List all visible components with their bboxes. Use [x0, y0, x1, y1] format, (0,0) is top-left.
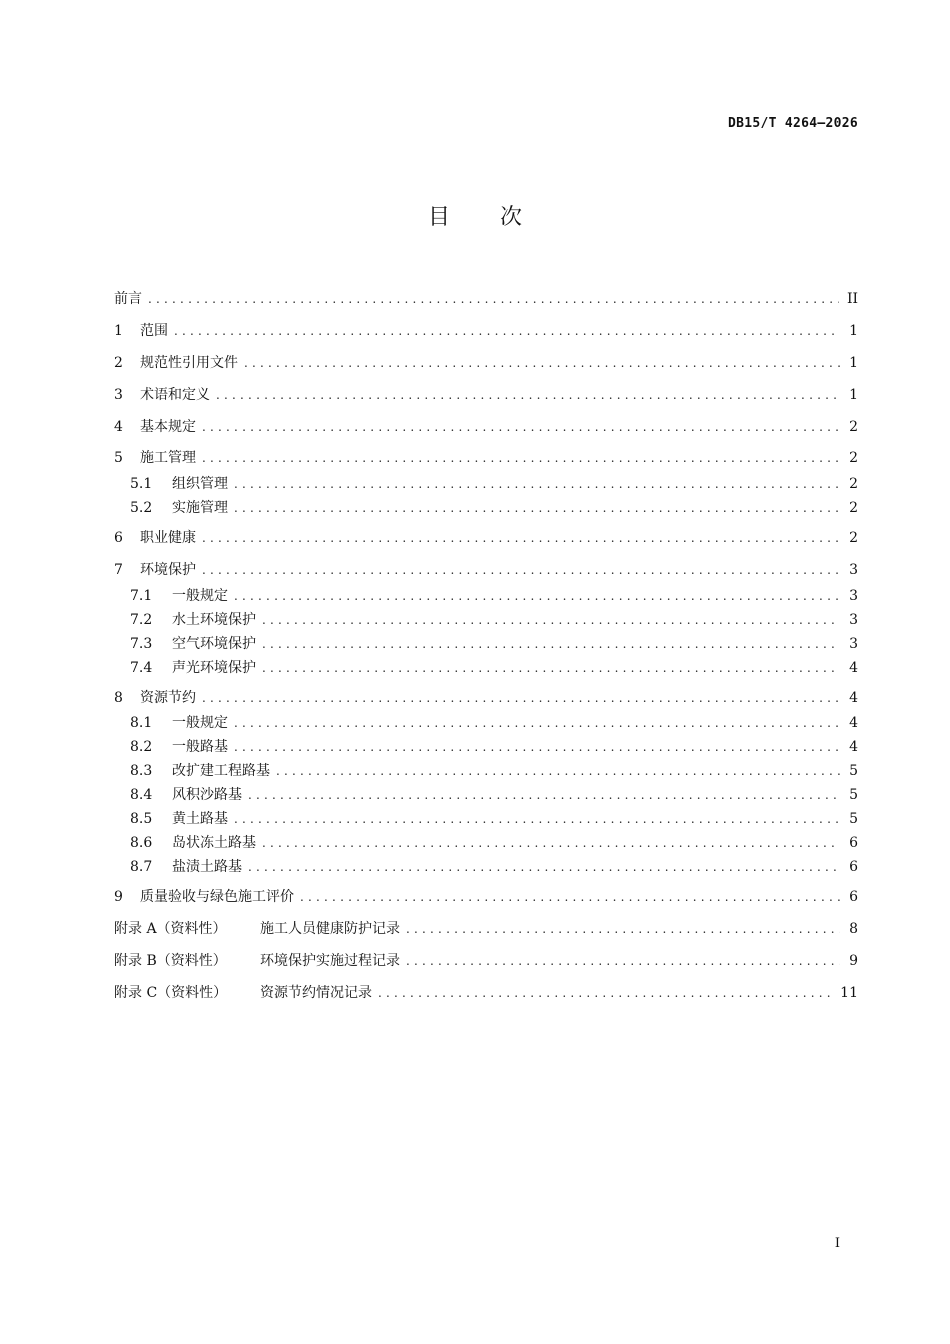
- toc-subentry[interactable]: [114, 761, 858, 781]
- toc-leader: [244, 353, 840, 373]
- toc-leader: [234, 809, 840, 829]
- toc-entry-label: 盐渍土路基: [172, 859, 242, 875]
- toc-appendix-label: 附录 C（资料性）: [114, 985, 228, 1001]
- toc-entry[interactable]: [114, 528, 858, 548]
- toc-entry-label: 施工人员健康防护记录: [260, 921, 400, 937]
- toc-entry-label: 风积沙路基: [172, 787, 242, 803]
- toc-entry-label: 一般路基: [172, 739, 228, 755]
- toc-subentry[interactable]: [114, 737, 858, 757]
- toc-entry-page: 11: [840, 985, 858, 1001]
- toc-leader: [300, 887, 840, 907]
- toc-entry-page: 4: [849, 715, 858, 731]
- toc-entry[interactable]: [114, 448, 858, 468]
- toc-entry-label: 实施管理: [172, 500, 228, 516]
- toc-leader: [202, 688, 840, 708]
- toc-subentry[interactable]: [114, 610, 858, 630]
- toc-leader: [234, 586, 840, 606]
- toc-entry-page: 1: [849, 387, 858, 403]
- toc-entry-number: 7: [114, 562, 123, 578]
- toc-entry-number: 8.4: [130, 787, 153, 803]
- toc-entry-page: 2: [849, 476, 858, 492]
- toc-appendix-c[interactable]: [114, 983, 858, 1003]
- toc-leader: [378, 983, 832, 1003]
- toc-entry-page: 4: [849, 660, 858, 676]
- toc-appendix-a[interactable]: [114, 919, 858, 939]
- toc-entry-number: 2: [114, 355, 123, 371]
- toc-entry-number: 6: [114, 530, 123, 546]
- toc-appendix-label: 附录 A（资料性）: [114, 921, 227, 937]
- toc-entry-number: 8.3: [130, 763, 153, 779]
- toc-entry-number: 7.3: [130, 636, 153, 652]
- toc-entry-page: 6: [849, 889, 858, 905]
- toc-subentry[interactable]: [114, 586, 858, 606]
- toc-entry-number: 5: [114, 450, 123, 466]
- toc-entry-page: 4: [849, 739, 858, 755]
- toc-entry-label: 岛状冻土路基: [172, 835, 256, 851]
- toc-leader: [148, 289, 839, 309]
- toc-entry[interactable]: [114, 688, 858, 708]
- toc-entry-label: 黄土路基: [172, 811, 228, 827]
- toc-entry-page: 3: [849, 588, 858, 604]
- toc-entry-number: 8.5: [130, 811, 153, 827]
- toc-leader: [262, 634, 840, 654]
- toc-entry-page: 1: [849, 323, 858, 339]
- toc-entry-label: 水土环境保护: [172, 612, 256, 628]
- toc-entry-number: 7.2: [130, 612, 153, 628]
- toc-entry-label: 前言: [114, 291, 142, 307]
- toc-entry-page: 9: [849, 953, 858, 969]
- toc-entry-label: 基本规定: [140, 419, 196, 435]
- toc-entry-number: 8.1: [130, 715, 153, 731]
- toc-subentry[interactable]: [114, 713, 858, 733]
- toc-subentry[interactable]: [114, 857, 858, 877]
- toc-entry-number: 5.1: [130, 476, 153, 492]
- toc-entry-page: 2: [849, 450, 858, 466]
- toc-leader: [262, 610, 840, 630]
- toc-entry-label: 环境保护: [140, 562, 196, 578]
- toc-entry-label: 环境保护实施过程记录: [260, 953, 400, 969]
- toc-entry-page: 6: [849, 835, 858, 851]
- toc-leader: [202, 560, 840, 580]
- title-char-2: 次: [500, 205, 523, 230]
- toc-leader: [262, 658, 840, 678]
- toc-entry-page: 5: [849, 787, 858, 803]
- toc-entry-page: 5: [849, 763, 858, 779]
- toc-entry-number: 9: [114, 889, 123, 905]
- toc-entry-label: 声光环境保护: [172, 660, 256, 676]
- toc-entry-label: 空气环境保护: [172, 636, 256, 652]
- toc-leader: [202, 528, 840, 548]
- toc-entry-number: 8: [114, 690, 123, 706]
- toc-appendix-label: 附录 B（资料性）: [114, 953, 227, 969]
- toc-entry-number: 8.6: [130, 835, 153, 851]
- toc-leader: [234, 474, 840, 494]
- footer-page-number: I: [834, 1236, 840, 1251]
- toc-entry-page: 5: [849, 811, 858, 827]
- toc-entry-label: 职业健康: [140, 530, 196, 546]
- toc-entry-page: 2: [849, 419, 858, 435]
- toc-subentry[interactable]: [114, 634, 858, 654]
- toc-leader: [202, 417, 840, 437]
- toc-entry-label: 资源节约: [140, 690, 196, 706]
- toc-leader: [406, 919, 840, 939]
- toc-entry-number: 1: [114, 323, 123, 339]
- toc-entry-page: 8: [849, 921, 858, 937]
- toc-subentry[interactable]: [114, 833, 858, 853]
- toc-entry-label: 组织管理: [172, 476, 228, 492]
- toc-entry-label: 范围: [140, 323, 168, 339]
- toc-entry-number: 7.4: [130, 660, 153, 676]
- toc-subentry[interactable]: [114, 474, 858, 494]
- toc-entry-number: 3: [114, 387, 123, 403]
- toc-entry-page: 4: [849, 690, 858, 706]
- toc-leader: [234, 498, 840, 518]
- toc-entry-label: 改扩建工程路基: [172, 763, 270, 779]
- toc-entry-number: 4: [114, 419, 123, 435]
- toc-appendix-b[interactable]: [114, 951, 858, 971]
- toc-entry-page: 3: [849, 612, 858, 628]
- toc-entry[interactable]: [114, 560, 858, 580]
- title-char-1: 目: [427, 205, 450, 230]
- toc-leader: [406, 951, 840, 971]
- toc-entry-label: 术语和定义: [140, 387, 210, 403]
- toc-leader: [234, 737, 840, 757]
- toc-entry[interactable]: [114, 385, 858, 405]
- toc-entry-page: II: [846, 291, 858, 307]
- toc-leader: [174, 321, 840, 341]
- toc-entry-number: 8.2: [130, 739, 153, 755]
- toc-entry[interactable]: [114, 417, 858, 437]
- toc-leader: [276, 761, 840, 781]
- toc-entry-number: 8.7: [130, 859, 153, 875]
- toc-subentry[interactable]: [114, 809, 858, 829]
- toc-subentry[interactable]: [114, 498, 858, 518]
- toc-entry[interactable]: [114, 321, 858, 341]
- toc-entry[interactable]: [114, 887, 858, 907]
- document-code: DB15/T 4264—2026: [727, 116, 858, 131]
- page-title: [0, 200, 950, 231]
- toc-leader: [234, 713, 840, 733]
- toc-leader: [202, 448, 840, 468]
- toc-leader: [262, 833, 840, 853]
- toc-entry-label: 一般规定: [172, 715, 228, 731]
- toc-leader: [248, 857, 840, 877]
- toc-entry-page: 3: [849, 636, 858, 652]
- toc-entry-label: 施工管理: [140, 450, 196, 466]
- toc-entry-page: 6: [849, 859, 858, 875]
- toc-entry-label: 资源节约情况记录: [260, 985, 372, 1001]
- toc-subentry[interactable]: [114, 658, 858, 678]
- toc-entry[interactable]: [114, 353, 858, 373]
- toc-entry-page: 2: [849, 500, 858, 516]
- toc-entry-page: 2: [849, 530, 858, 546]
- toc-entry-label: 一般规定: [172, 588, 228, 604]
- toc-entry-foreword[interactable]: [114, 289, 858, 309]
- toc-leader: [216, 385, 840, 405]
- toc-subentry[interactable]: [114, 785, 858, 805]
- toc-entry-page: 3: [849, 562, 858, 578]
- toc-entry-number: 7.1: [130, 588, 153, 604]
- toc-entry-label: 规范性引用文件: [140, 355, 238, 371]
- toc-entry-number: 5.2: [130, 500, 153, 516]
- toc-leader: [248, 785, 840, 805]
- toc-entry-label: 质量验收与绿色施工评价: [140, 889, 294, 905]
- toc-entry-page: 1: [849, 355, 858, 371]
